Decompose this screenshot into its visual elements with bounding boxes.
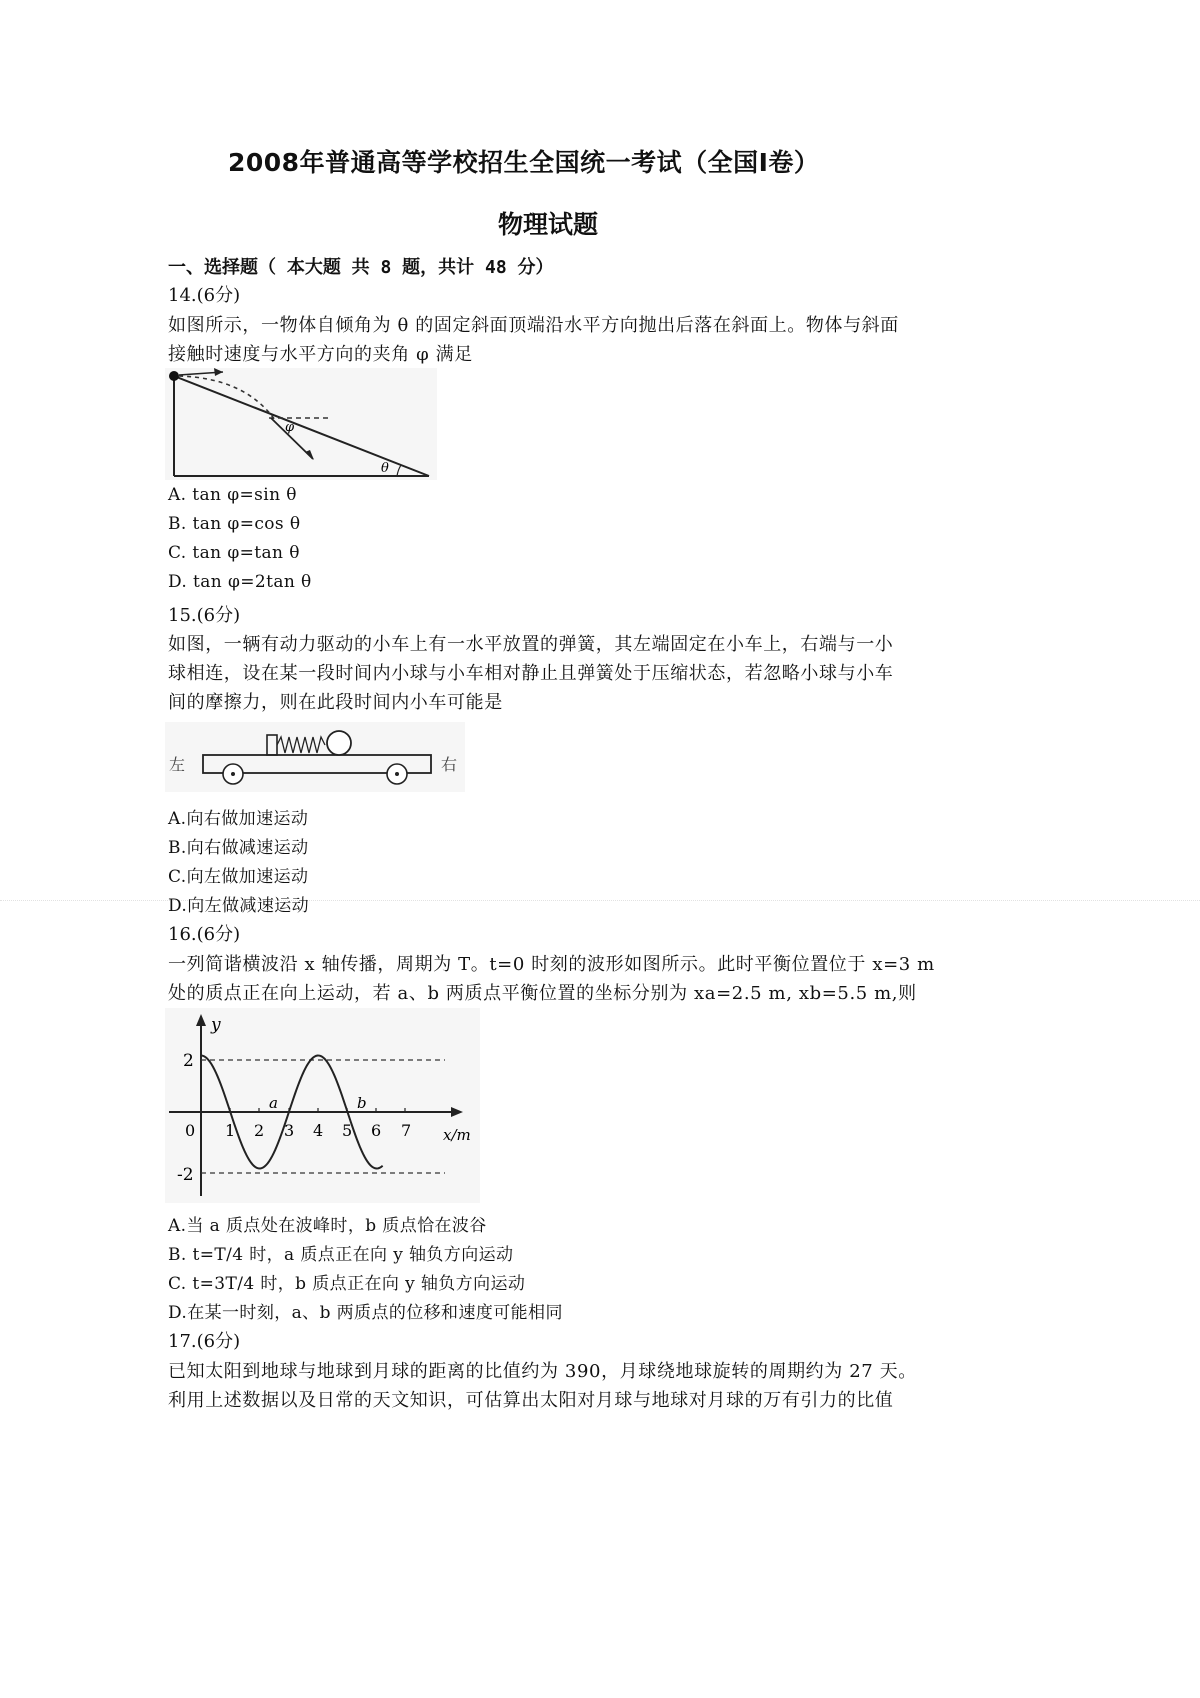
angle-phi-label: φ <box>285 420 295 435</box>
y-tick-label-2: 2 <box>183 1051 194 1071</box>
x-tick-label-0: 0 <box>185 1121 196 1140</box>
question-17-text-line-2: 利用上述数据以及日常的天文知识，可估算出太阳对月球与地球对月球的万有引力的比值 <box>168 1390 894 1411</box>
cart-spring-figure <box>165 722 465 792</box>
exam-title: 2008年普通高等学校招生全国统一考试（全国Ⅰ卷） <box>228 148 820 177</box>
x-tick-label-2: 2 <box>254 1121 265 1140</box>
question-15-option-b: B.向右做减速运动 <box>168 838 309 858</box>
question-14-number: 14.(6分) <box>168 285 241 306</box>
question-17-number: 17.(6分) <box>168 1331 241 1352</box>
x-tick-label-5: 5 <box>342 1121 353 1140</box>
point-b-label: b <box>357 1094 367 1112</box>
section-heading: 一、选择题（ 本大题 共 8 题，共计 48 分） <box>168 257 554 278</box>
question-16-option-d: D.在某一时刻，a、b 两质点的位移和速度可能相同 <box>168 1303 563 1323</box>
x-tick-label-6: 6 <box>371 1121 382 1140</box>
left-wheel-axle <box>231 772 235 776</box>
question-16-option-b: B. t=T/4 时，a 质点正在向 y 轴负方向运动 <box>168 1245 514 1265</box>
question-16-option-c: C. t=3T/4 时，b 质点正在向 y 轴负方向运动 <box>168 1274 526 1294</box>
x-tick-label-3: 3 <box>284 1121 295 1140</box>
angle-theta-label: θ <box>381 461 389 476</box>
incline-projectile-figure <box>165 368 437 480</box>
x-tick-label-1: 1 <box>225 1121 236 1140</box>
question-15-number: 15.(6分) <box>168 605 241 626</box>
question-16-text-line-1: 一列简谐横波沿 x 轴传播，周期为 T。t=0 时刻的波形如图所示。此时平衡位置位于 x=3 m <box>168 954 935 975</box>
right-label: 右 <box>441 755 458 774</box>
right-wheel-axle <box>395 772 399 776</box>
wave-figure <box>165 1008 480 1203</box>
y-tick-label-neg2: -2 <box>177 1165 194 1185</box>
question-14-option-b: B. tan φ=cos θ <box>168 514 301 534</box>
figure-background <box>165 722 465 792</box>
question-14-text-line-2: 接触时速度与水平方向的夹角 φ 满足 <box>168 344 473 365</box>
left-label: 左 <box>169 755 186 774</box>
x-tick-label-7: 7 <box>401 1121 412 1140</box>
point-a-label: a <box>269 1094 278 1112</box>
question-15-option-a: A.向右做加速运动 <box>168 809 309 829</box>
question-16-text-line-2: 处的质点正在向上运动，若 a、b 两质点平衡位置的坐标分别为 xa=2.5 m, xb=5.5 m,则 <box>168 983 917 1004</box>
y-axis-label: y <box>211 1015 221 1035</box>
exam-subtitle: 物理试题 <box>498 210 599 239</box>
question-16-number: 16.(6分) <box>168 924 241 945</box>
question-14-option-d: D. tan φ=2tan θ <box>168 572 312 592</box>
question-14-text-line-1: 如图所示，一物体自倾角为 θ 的固定斜面顶端沿水平方向抛出后落在斜面上。物体与斜面 <box>168 315 899 336</box>
question-15-option-c: C.向左做加速运动 <box>168 867 309 887</box>
question-14-option-a: A. tan φ=sin θ <box>168 485 297 505</box>
small-ball <box>327 731 351 755</box>
ball <box>169 371 179 381</box>
question-15-text-line-1: 如图，一辆有动力驱动的小车上有一水平放置的弹簧，其左端固定在小车上，右端与一小 <box>168 634 894 655</box>
question-15-text-line-3: 间的摩擦力，则在此段时间内小车可能是 <box>168 692 503 713</box>
x-axis-label: x/m <box>443 1126 471 1144</box>
figure-background <box>165 1008 480 1203</box>
x-tick-label-4: 4 <box>313 1121 324 1140</box>
question-15-text-line-2: 球相连，设在某一段时间内小球与小车相对静止且弹簧处于压缩状态，若忽略小球与小车 <box>168 663 894 684</box>
question-16-option-a: A.当 a 质点处在波峰时，b 质点恰在波谷 <box>168 1216 487 1236</box>
question-14-option-c: C. tan φ=tan θ <box>168 543 300 563</box>
question-15-option-d: D.向左做减速运动 <box>168 896 310 916</box>
question-17-text-line-1: 已知太阳到地球与地球到月球的距离的比值约为 390，月球绕地球旋转的周期约为 27 天。 <box>168 1361 917 1382</box>
